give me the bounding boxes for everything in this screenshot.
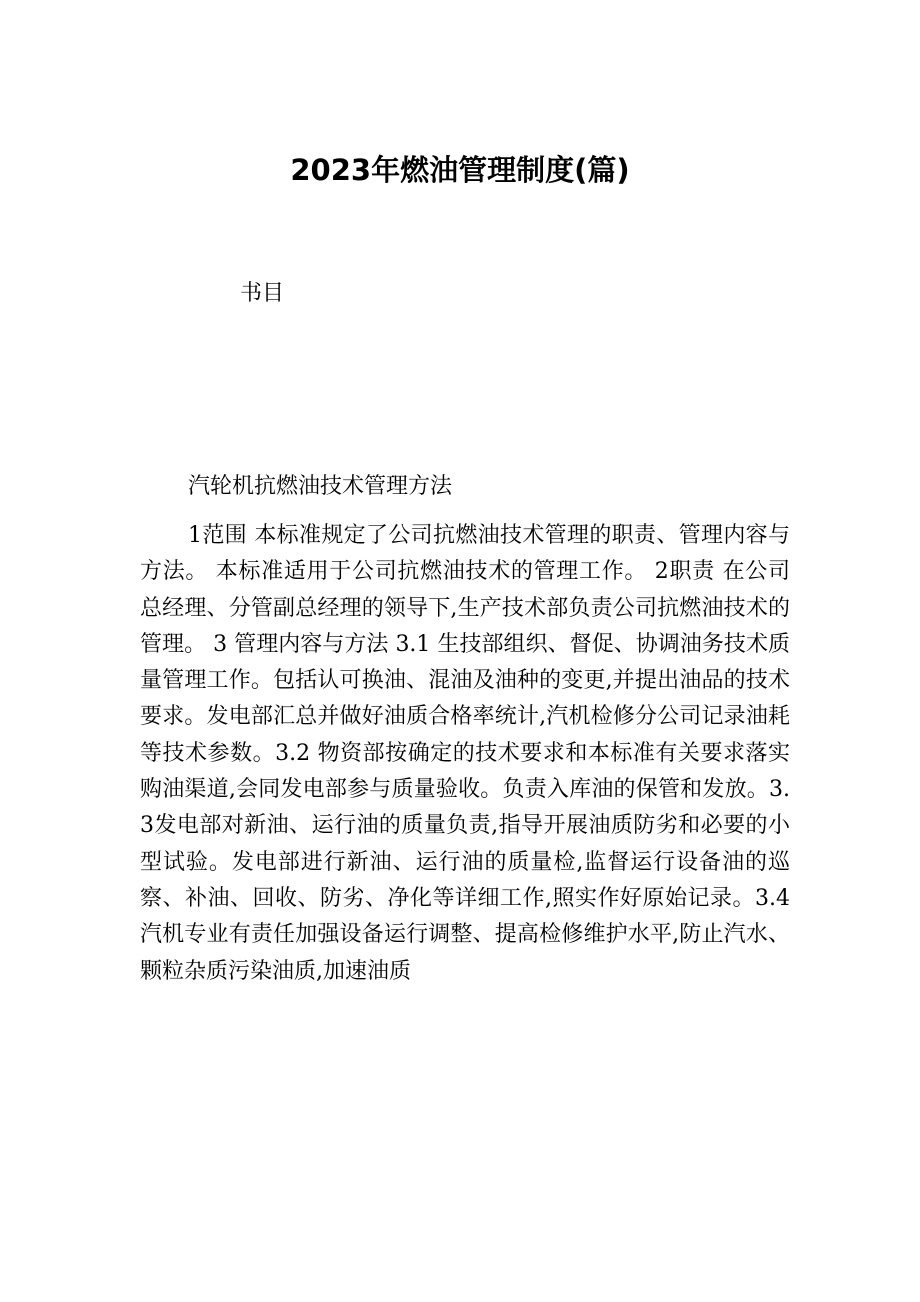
- toc-label: 书目: [240, 281, 285, 306]
- body-paragraph: 1范围 本标准规定了公司抗燃油技术管理的职责、管理内容与方法。 本标准适用于公司抗燃油技术的管理工作。 2职责 在公司总经理、分管副总经理的领导下,生产技术部负责公司抗燃油技术的管理。 3 管理内容与方法 3.1 生技部组织、督促、协调油务技术质量管理工作。包括认可换油、混油及油种的变更,并提出油品的技术要求。发电部汇总并做好油质合格率统计,汽机检修分公司记录油耗等技术参数。3.2 物资部按确定的技术要求和本标准有关要求落实购油渠道,会同发电部参与质量验收。负责入库油的保管和发放。3.3发电部对新油、运行油的质量负责,指导开展油质防劣和必要的小型试验。发电部进行新油、运行油的质量检,监督运行设备油的巡察、补油、回收、防劣、净化等详细工作,照实作好原始记录。3.4汽机专业有责任加强设备运行调整、提高检修维护水平,防止汽水、颗粒杂质污染油质,加速油质: [140, 523, 790, 984]
- section-heading: 汽轮机抗燃油技术管理方法: [188, 474, 453, 499]
- document-title: 2023年燃油管理制度(篇): [290, 153, 630, 187]
